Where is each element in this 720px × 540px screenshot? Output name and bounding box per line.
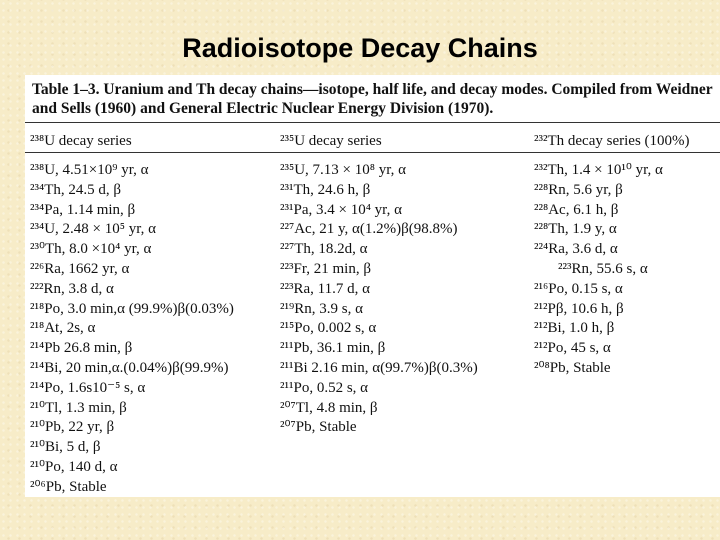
decay-row: ²²³Rn, 55.6 s, α: [558, 260, 648, 277]
decay-row: ²⁰⁸Pb, Stable: [534, 359, 611, 376]
decay-row: ²¹⁰Pb, 22 yr, β: [30, 419, 115, 436]
decay-row: ²²²Rn, 3.8 d, α: [30, 280, 114, 297]
decay-row: ²²³Fr, 21 min, β: [280, 260, 371, 277]
column-header: ²³²Th decay series (100%): [534, 133, 690, 149]
slide-title: Radioisotope Decay Chains: [182, 33, 538, 63]
decay-row: ²²⁴Ra, 3.6 d, α: [534, 241, 618, 258]
decay-row: ²²⁶Ra, 1662 yr, α: [30, 260, 130, 277]
caption-divider: [25, 122, 720, 123]
decay-row: ²³⁸U, 4.51×10⁹ yr, α: [30, 162, 149, 178]
decay-row: ²¹⁴Pb 26.8 min, β: [30, 340, 133, 357]
decay-row: ²⁰⁶Pb, Stable: [30, 478, 107, 495]
decay-row: ²³⁴U, 2.48 × 10⁵ yr, α: [30, 221, 156, 238]
decay-row: ²¹¹Bi 2.16 min, α(99.7%)β(0.3%): [280, 359, 478, 376]
decay-row: ²²³Ra, 11.7 d, α: [280, 280, 370, 297]
decay-row: ²⁰⁷Tl, 4.8 min, β: [280, 399, 378, 416]
decay-row: ²²⁷Th, 18.2d, α: [280, 241, 368, 258]
column-u235: [280, 131, 478, 438]
decay-row: ²¹⁰Tl, 1.3 min, β: [30, 399, 127, 416]
decay-row: ²²⁸Rn, 5.6 yr, β: [534, 181, 623, 198]
column-header: ²³⁸U decay series: [30, 133, 132, 149]
decay-row: ²²⁸Ac, 6.1 h, β: [534, 201, 619, 218]
column-th232: [534, 131, 690, 379]
table-caption: [32, 80, 718, 118]
decay-row: ²¹⁴Po, 1.6s10⁻⁵ s, α: [30, 379, 146, 396]
decay-row: ²¹⁵Po, 0.002 s, α: [280, 320, 377, 337]
decay-row: ²³⁰Th, 8.0 ×10⁴ yr, α: [30, 241, 152, 258]
decay-row: ²¹²Po, 45 s, α: [534, 340, 611, 357]
decay-row: ²¹⁶Po, 0.15 s, α: [534, 280, 623, 297]
decay-row: ²²⁷Ac, 21 y, α(1.2%)β(98.8%): [280, 221, 458, 238]
decay-row: ²¹⁰Bi, 5 d, β: [30, 439, 101, 456]
decay-row: ²¹¹Pb, 36.1 min, β: [280, 340, 386, 357]
table-panel: [25, 75, 720, 497]
decay-row: ²⁰⁷Pb, Stable: [280, 419, 357, 436]
column-u238: [30, 131, 234, 497]
table-caption-label: Table 1–3.: [32, 81, 100, 98]
decay-row: ²¹⁸At, 2s, α: [30, 320, 96, 337]
decay-row: ²¹¹Po, 0.52 s, α: [280, 379, 369, 396]
decay-row: ²³¹Th, 24.6 h, β: [280, 181, 371, 198]
decay-row: ²³¹Pa, 3.4 × 10⁴ yr, α: [280, 201, 402, 218]
column-header: ²³⁵U decay series: [280, 133, 382, 149]
decay-row: ²¹⁴Bi, 20 min,α.(0.04%)β(99.9%): [30, 359, 229, 376]
decay-row: ²¹²Pβ, 10.6 h, β: [534, 300, 624, 317]
decay-row: ²¹⁹Rn, 3.9 s, α: [280, 300, 363, 317]
table-caption-text: Uranium and Th decay chains—isotope, half life, and decay modes. Compiled from Weidner and Sells (1960) and General Electric Nuclear Energy Division (1970).: [32, 81, 713, 117]
decay-row: ²¹⁰Po, 140 d, α: [30, 458, 118, 475]
decay-row: ²²⁸Th, 1.9 y, α: [534, 221, 617, 238]
decay-row: ²¹⁸Po, 3.0 min,α (99.9%)β(0.03%): [30, 300, 234, 317]
decay-row: ²³⁴Th, 24.5 d, β: [30, 181, 122, 198]
decay-row: ²³⁴Pa, 1.14 min, β: [30, 201, 136, 218]
decay-row: ²³⁵U, 7.13 × 10⁸ yr, α: [280, 162, 406, 178]
decay-row: ²³²Th, 1.4 × 10¹⁰ yr, α: [534, 162, 663, 178]
decay-row: ²¹²Bi, 1.0 h, β: [534, 320, 615, 337]
